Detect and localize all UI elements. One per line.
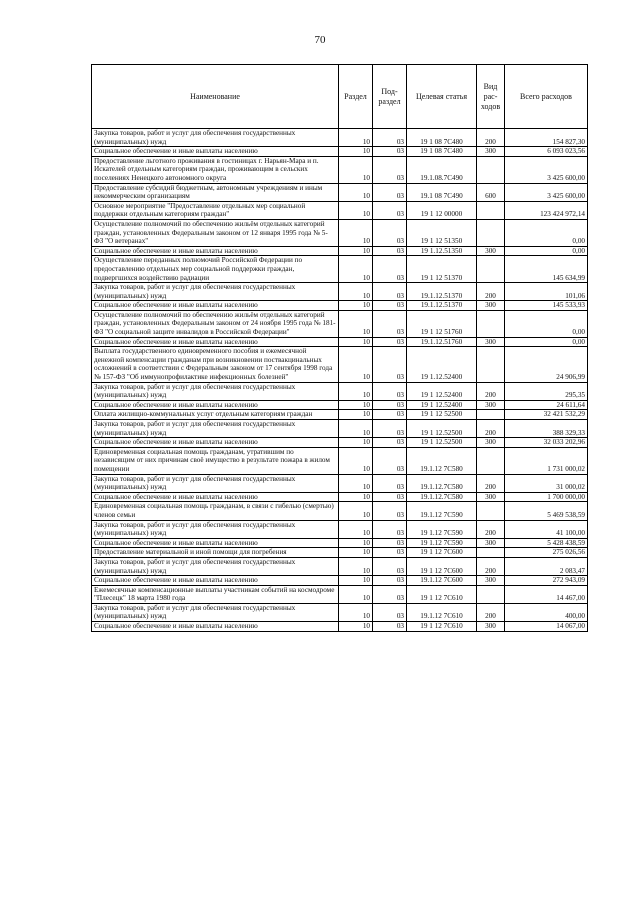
cell-sum: 41 100,00 bbox=[505, 520, 588, 538]
cell-sum: 145 533,93 bbox=[505, 301, 588, 311]
cell-name: Предоставление льготного проживания в гостиницах г. Нарьян-Мара и п. Искателей отдельным категориям граждан, проживающим в сельских поселениях Ненецкого автономного округа bbox=[92, 156, 339, 183]
cell-vid: 200 bbox=[477, 283, 505, 301]
cell-vid bbox=[477, 447, 505, 474]
cell-razdel: 10 bbox=[339, 156, 373, 183]
cell-sum: 123 424 972,14 bbox=[505, 201, 588, 219]
table-row bbox=[92, 156, 588, 183]
cell-podrazdel: 03 bbox=[373, 256, 407, 283]
cell-statya: 19 1.12 7С590 bbox=[407, 538, 477, 548]
cell-statya: 19.1.12.7С580 bbox=[407, 474, 477, 492]
cell-statya: 19.1.12 7С590 bbox=[407, 502, 477, 520]
header-name: Наименование bbox=[92, 65, 339, 129]
cell-name: Осуществление полномочий по обеспечению жильём отдельных категорий граждан, установленных Федеральным законом от 24 ноября 1995 года № 181-ФЗ "О социальной защите инвалидов в Российской Федерации" bbox=[92, 310, 339, 337]
table-row bbox=[92, 246, 588, 256]
cell-vid: 200 bbox=[477, 603, 505, 621]
table-row bbox=[92, 492, 588, 502]
cell-vid bbox=[477, 156, 505, 183]
cell-vid: 300 bbox=[477, 622, 505, 632]
cell-vid bbox=[477, 585, 505, 603]
header-vid: Вид рас-ходов bbox=[477, 65, 505, 129]
cell-statya: 19 1 08 7С480 bbox=[407, 129, 477, 147]
table-header-row bbox=[92, 65, 588, 129]
cell-sum: 101,06 bbox=[505, 283, 588, 301]
cell-statya: 19.1.12.51370 bbox=[407, 301, 477, 311]
cell-podrazdel: 03 bbox=[373, 382, 407, 400]
cell-podrazdel: 03 bbox=[373, 538, 407, 548]
cell-name: Предоставление материальной и иной помощи для погребения bbox=[92, 548, 339, 558]
cell-podrazdel: 03 bbox=[373, 410, 407, 420]
cell-podrazdel: 03 bbox=[373, 557, 407, 575]
cell-name: Социальное обеспечение и иные выплаты населению bbox=[92, 438, 339, 448]
table-row bbox=[92, 129, 588, 147]
cell-statya: 19 1 12 00000 bbox=[407, 201, 477, 219]
table-row bbox=[92, 400, 588, 410]
cell-razdel: 10 bbox=[339, 603, 373, 621]
cell-sum: 154 827,30 bbox=[505, 129, 588, 147]
cell-statya: 19 1 08 7С480 bbox=[407, 147, 477, 157]
cell-sum: 14 467,00 bbox=[505, 585, 588, 603]
page-number: 70 bbox=[314, 34, 326, 46]
cell-vid bbox=[477, 201, 505, 219]
cell-statya: 19.1.12.7С580 bbox=[407, 492, 477, 502]
cell-sum: 0,00 bbox=[505, 246, 588, 256]
header-podrazdel: Под-раздел bbox=[373, 65, 407, 129]
table-row bbox=[92, 538, 588, 548]
cell-podrazdel: 03 bbox=[373, 156, 407, 183]
cell-sum: 145 634,99 bbox=[505, 256, 588, 283]
cell-sum: 3 425 600,00 bbox=[505, 156, 588, 183]
cell-vid: 200 bbox=[477, 129, 505, 147]
cell-vid bbox=[477, 219, 505, 246]
cell-podrazdel: 03 bbox=[373, 447, 407, 474]
cell-name: Социальное обеспечение и иные выплаты населению bbox=[92, 492, 339, 502]
cell-sum: 31 000,02 bbox=[505, 474, 588, 492]
cell-razdel: 10 bbox=[339, 438, 373, 448]
cell-sum: 5 428 438,59 bbox=[505, 538, 588, 548]
cell-vid: 200 bbox=[477, 382, 505, 400]
cell-statya: 19 1.12.52400 bbox=[407, 347, 477, 382]
cell-name: Закупка товаров, работ и услуг для обеспечения государственных (муниципальных) нужд bbox=[92, 603, 339, 621]
cell-statya: 19.1 08 7С490 bbox=[407, 183, 477, 201]
cell-podrazdel: 03 bbox=[373, 310, 407, 337]
cell-vid: 300 bbox=[477, 301, 505, 311]
table-row bbox=[92, 502, 588, 520]
cell-name: Закупка товаров, работ и услуг для обеспечения государственных (муниципальных) нужд bbox=[92, 557, 339, 575]
cell-podrazdel: 03 bbox=[373, 438, 407, 448]
cell-name: Закупка товаров, работ и услуг для обеспечения государственных (муниципальных) нужд bbox=[92, 474, 339, 492]
cell-razdel: 10 bbox=[339, 410, 373, 420]
cell-statya: 19.1.12 7С580 bbox=[407, 447, 477, 474]
cell-razdel: 10 bbox=[339, 382, 373, 400]
table-row bbox=[92, 256, 588, 283]
cell-sum: 275 026,56 bbox=[505, 548, 588, 558]
cell-sum: 0,00 bbox=[505, 310, 588, 337]
cell-statya: 19 1 12.52500 bbox=[407, 420, 477, 438]
cell-razdel: 10 bbox=[339, 337, 373, 347]
table-row bbox=[92, 337, 588, 347]
cell-statya: 19.1.08.7С490 bbox=[407, 156, 477, 183]
cell-podrazdel: 03 bbox=[373, 337, 407, 347]
cell-sum: 2 083,47 bbox=[505, 557, 588, 575]
cell-razdel: 10 bbox=[339, 400, 373, 410]
cell-vid bbox=[477, 502, 505, 520]
cell-name: Закупка товаров, работ и услуг для обеспечения государственных (муниципальных) нужд bbox=[92, 520, 339, 538]
cell-statya: 19 1 12.52500 bbox=[407, 438, 477, 448]
cell-vid: 200 bbox=[477, 557, 505, 575]
cell-razdel: 10 bbox=[339, 492, 373, 502]
table-row bbox=[92, 576, 588, 586]
table-row bbox=[92, 301, 588, 311]
cell-statya: 19 1 12 7С600 bbox=[407, 557, 477, 575]
cell-sum: 0,00 bbox=[505, 219, 588, 246]
cell-podrazdel: 03 bbox=[373, 400, 407, 410]
cell-vid: 300 bbox=[477, 576, 505, 586]
cell-vid bbox=[477, 410, 505, 420]
cell-podrazdel: 03 bbox=[373, 201, 407, 219]
cell-razdel: 10 bbox=[339, 576, 373, 586]
cell-vid: 300 bbox=[477, 147, 505, 157]
table-body bbox=[92, 129, 588, 632]
cell-name: Единовременная социальная помощь гражданам, в связи с гибелью (смертью) членов семьи bbox=[92, 502, 339, 520]
cell-name: Ежемесячные компенсационные выплаты участникам событий на космодроме "Плесецк" 18 марта 1980 года bbox=[92, 585, 339, 603]
cell-vid: 600 bbox=[477, 183, 505, 201]
cell-sum: 24 906,99 bbox=[505, 347, 588, 382]
cell-razdel: 10 bbox=[339, 310, 373, 337]
cell-name: Основное мероприятие "Предоставление отдельных мер социальной поддержки отдельным категориям граждан" bbox=[92, 201, 339, 219]
cell-statya: 19 1 12 51350 bbox=[407, 219, 477, 246]
cell-name: Социальное обеспечение и иные выплаты населению bbox=[92, 246, 339, 256]
cell-statya: 19.1.12.51760 bbox=[407, 337, 477, 347]
cell-podrazdel: 03 bbox=[373, 585, 407, 603]
cell-name: Осуществление переданных полномочий Российской Федерации по предоставлению отдельных мер социальной поддержки граждан, подвергшихся воздействию радиации bbox=[92, 256, 339, 283]
table-row bbox=[92, 622, 588, 632]
cell-name: Социальное обеспечение и иные выплаты населению bbox=[92, 337, 339, 347]
cell-razdel: 10 bbox=[339, 548, 373, 558]
cell-sum: 295,35 bbox=[505, 382, 588, 400]
cell-podrazdel: 03 bbox=[373, 420, 407, 438]
cell-vid: 200 bbox=[477, 474, 505, 492]
cell-sum: 32 421 532,29 bbox=[505, 410, 588, 420]
table-row bbox=[92, 201, 588, 219]
cell-razdel: 10 bbox=[339, 219, 373, 246]
cell-sum: 0,00 bbox=[505, 337, 588, 347]
cell-statya: 19.1.12 7С610 bbox=[407, 603, 477, 621]
cell-podrazdel: 03 bbox=[373, 492, 407, 502]
cell-razdel: 10 bbox=[339, 420, 373, 438]
cell-name: Социальное обеспечение и иные выплаты населению bbox=[92, 576, 339, 586]
cell-podrazdel: 03 bbox=[373, 347, 407, 382]
table-row bbox=[92, 410, 588, 420]
cell-sum: 32 033 202,96 bbox=[505, 438, 588, 448]
cell-podrazdel: 03 bbox=[373, 147, 407, 157]
cell-name: Закупка товаров, работ и услуг для обеспечения государственных (муниципальных) нужд bbox=[92, 129, 339, 147]
cell-razdel: 10 bbox=[339, 283, 373, 301]
cell-name: Закупка товаров, работ и услуг для обеспечения государственных (муниципальных) нужд bbox=[92, 420, 339, 438]
cell-statya: 19 1 12 51760 bbox=[407, 310, 477, 337]
cell-podrazdel: 03 bbox=[373, 603, 407, 621]
table-row bbox=[92, 603, 588, 621]
table-row bbox=[92, 474, 588, 492]
cell-statya: 19 1 12.52400 bbox=[407, 382, 477, 400]
cell-podrazdel: 03 bbox=[373, 183, 407, 201]
cell-vid: 300 bbox=[477, 538, 505, 548]
header-razdel: Раздел bbox=[339, 65, 373, 129]
table-row bbox=[92, 219, 588, 246]
cell-statya: 19 1 12 52500 bbox=[407, 410, 477, 420]
cell-statya: 19 1 12 51370 bbox=[407, 256, 477, 283]
header-statya: Целевая статья bbox=[407, 65, 477, 129]
cell-razdel: 10 bbox=[339, 256, 373, 283]
table-row bbox=[92, 585, 588, 603]
cell-vid: 200 bbox=[477, 520, 505, 538]
table-row bbox=[92, 347, 588, 382]
cell-podrazdel: 03 bbox=[373, 548, 407, 558]
cell-name: Социальное обеспечение и иные выплаты населению bbox=[92, 301, 339, 311]
cell-name: Единовременная социальная помощь гражданам, утратившим по независящим от них причинам своё имущество в результате пожара в жилом помещении bbox=[92, 447, 339, 474]
cell-statya: 19 1 12.52400 bbox=[407, 400, 477, 410]
cell-name: Социальное обеспечение и иные выплаты населению bbox=[92, 538, 339, 548]
cell-vid: 300 bbox=[477, 400, 505, 410]
cell-razdel: 10 bbox=[339, 557, 373, 575]
cell-podrazdel: 03 bbox=[373, 283, 407, 301]
cell-name: Закупка товаров, работ и услуг для обеспечения государственных (муниципальных) нужд bbox=[92, 283, 339, 301]
cell-vid: 300 bbox=[477, 438, 505, 448]
cell-razdel: 10 bbox=[339, 301, 373, 311]
cell-razdel: 10 bbox=[339, 347, 373, 382]
cell-statya: 19 1.12.51350 bbox=[407, 246, 477, 256]
cell-razdel: 10 bbox=[339, 129, 373, 147]
cell-razdel: 10 bbox=[339, 538, 373, 548]
table-row bbox=[92, 520, 588, 538]
cell-sum: 1 731 000,02 bbox=[505, 447, 588, 474]
cell-vid: 300 bbox=[477, 492, 505, 502]
cell-name: Предоставление субсидий бюджетным, автономным учреждениям и иным некоммерческим организациям bbox=[92, 183, 339, 201]
cell-statya: 19 1 12 7С610 bbox=[407, 585, 477, 603]
cell-vid: 300 bbox=[477, 337, 505, 347]
cell-razdel: 10 bbox=[339, 520, 373, 538]
cell-sum: 14 067,00 bbox=[505, 622, 588, 632]
cell-name: Социальное обеспечение и иные выплаты населению bbox=[92, 622, 339, 632]
cell-razdel: 10 bbox=[339, 622, 373, 632]
cell-vid: 300 bbox=[477, 246, 505, 256]
cell-podrazdel: 03 bbox=[373, 246, 407, 256]
cell-vid bbox=[477, 548, 505, 558]
cell-statya: 19 1 12 7С600 bbox=[407, 548, 477, 558]
cell-razdel: 10 bbox=[339, 585, 373, 603]
cell-podrazdel: 03 bbox=[373, 502, 407, 520]
cell-razdel: 10 bbox=[339, 147, 373, 157]
cell-sum: 272 943,09 bbox=[505, 576, 588, 586]
cell-vid: 200 bbox=[477, 420, 505, 438]
cell-podrazdel: 03 bbox=[373, 129, 407, 147]
cell-name: Оплата жилищно-коммунальных услуг отдельным категориям граждан bbox=[92, 410, 339, 420]
cell-statya: 19 1 12 7С610 bbox=[407, 622, 477, 632]
cell-sum: 5 469 538,59 bbox=[505, 502, 588, 520]
cell-sum: 1 700 000,00 bbox=[505, 492, 588, 502]
cell-name: Социальное обеспечение и иные выплаты населению bbox=[92, 400, 339, 410]
table-row bbox=[92, 147, 588, 157]
cell-name: Осуществление полномочий по обеспечению жильём отдельных категорий граждан, установленных Федеральным законом от 12 января 1995 года № 5-ФЗ "О ветеранах" bbox=[92, 219, 339, 246]
table-row bbox=[92, 420, 588, 438]
cell-sum: 388 329,33 bbox=[505, 420, 588, 438]
cell-vid bbox=[477, 256, 505, 283]
table-row bbox=[92, 557, 588, 575]
cell-vid bbox=[477, 347, 505, 382]
cell-podrazdel: 03 bbox=[373, 474, 407, 492]
cell-sum: 6 093 023,56 bbox=[505, 147, 588, 157]
table-row bbox=[92, 447, 588, 474]
table-row bbox=[92, 438, 588, 448]
cell-vid bbox=[477, 310, 505, 337]
cell-razdel: 10 bbox=[339, 502, 373, 520]
cell-sum: 24 611,64 bbox=[505, 400, 588, 410]
table-row bbox=[92, 283, 588, 301]
cell-razdel: 10 bbox=[339, 447, 373, 474]
table-row bbox=[92, 548, 588, 558]
header-sum: Всего расходов bbox=[505, 65, 588, 129]
cell-statya: 19.1.12.51370 bbox=[407, 283, 477, 301]
cell-podrazdel: 03 bbox=[373, 219, 407, 246]
cell-razdel: 10 bbox=[339, 201, 373, 219]
cell-name: Закупка товаров, работ и услуг для обеспечения государственных (муниципальных) нужд bbox=[92, 382, 339, 400]
table-row bbox=[92, 183, 588, 201]
cell-razdel: 10 bbox=[339, 474, 373, 492]
cell-name: Выплата государственного единовременного пособия и ежемесячной денежной компенсации гражданам при возникновении поствакцинальных осложнений в соответствии с Федеральным законом от 17 сентября 1998 года № 157-ФЗ "Об иммунопрофилактике инфекционных болезней" bbox=[92, 347, 339, 382]
cell-statya: 19 1.12 7С590 bbox=[407, 520, 477, 538]
cell-sum: 3 425 600,00 bbox=[505, 183, 588, 201]
cell-podrazdel: 03 bbox=[373, 520, 407, 538]
cell-razdel: 10 bbox=[339, 246, 373, 256]
cell-statya: 19.1.12 7С600 bbox=[407, 576, 477, 586]
cell-name: Социальное обеспечение и иные выплаты населению bbox=[92, 147, 339, 157]
cell-podrazdel: 03 bbox=[373, 301, 407, 311]
cell-sum: 400,00 bbox=[505, 603, 588, 621]
table-row bbox=[92, 310, 588, 337]
cell-podrazdel: 03 bbox=[373, 576, 407, 586]
table-row bbox=[92, 382, 588, 400]
budget-table bbox=[91, 64, 588, 632]
cell-podrazdel: 03 bbox=[373, 622, 407, 632]
cell-razdel: 10 bbox=[339, 183, 373, 201]
